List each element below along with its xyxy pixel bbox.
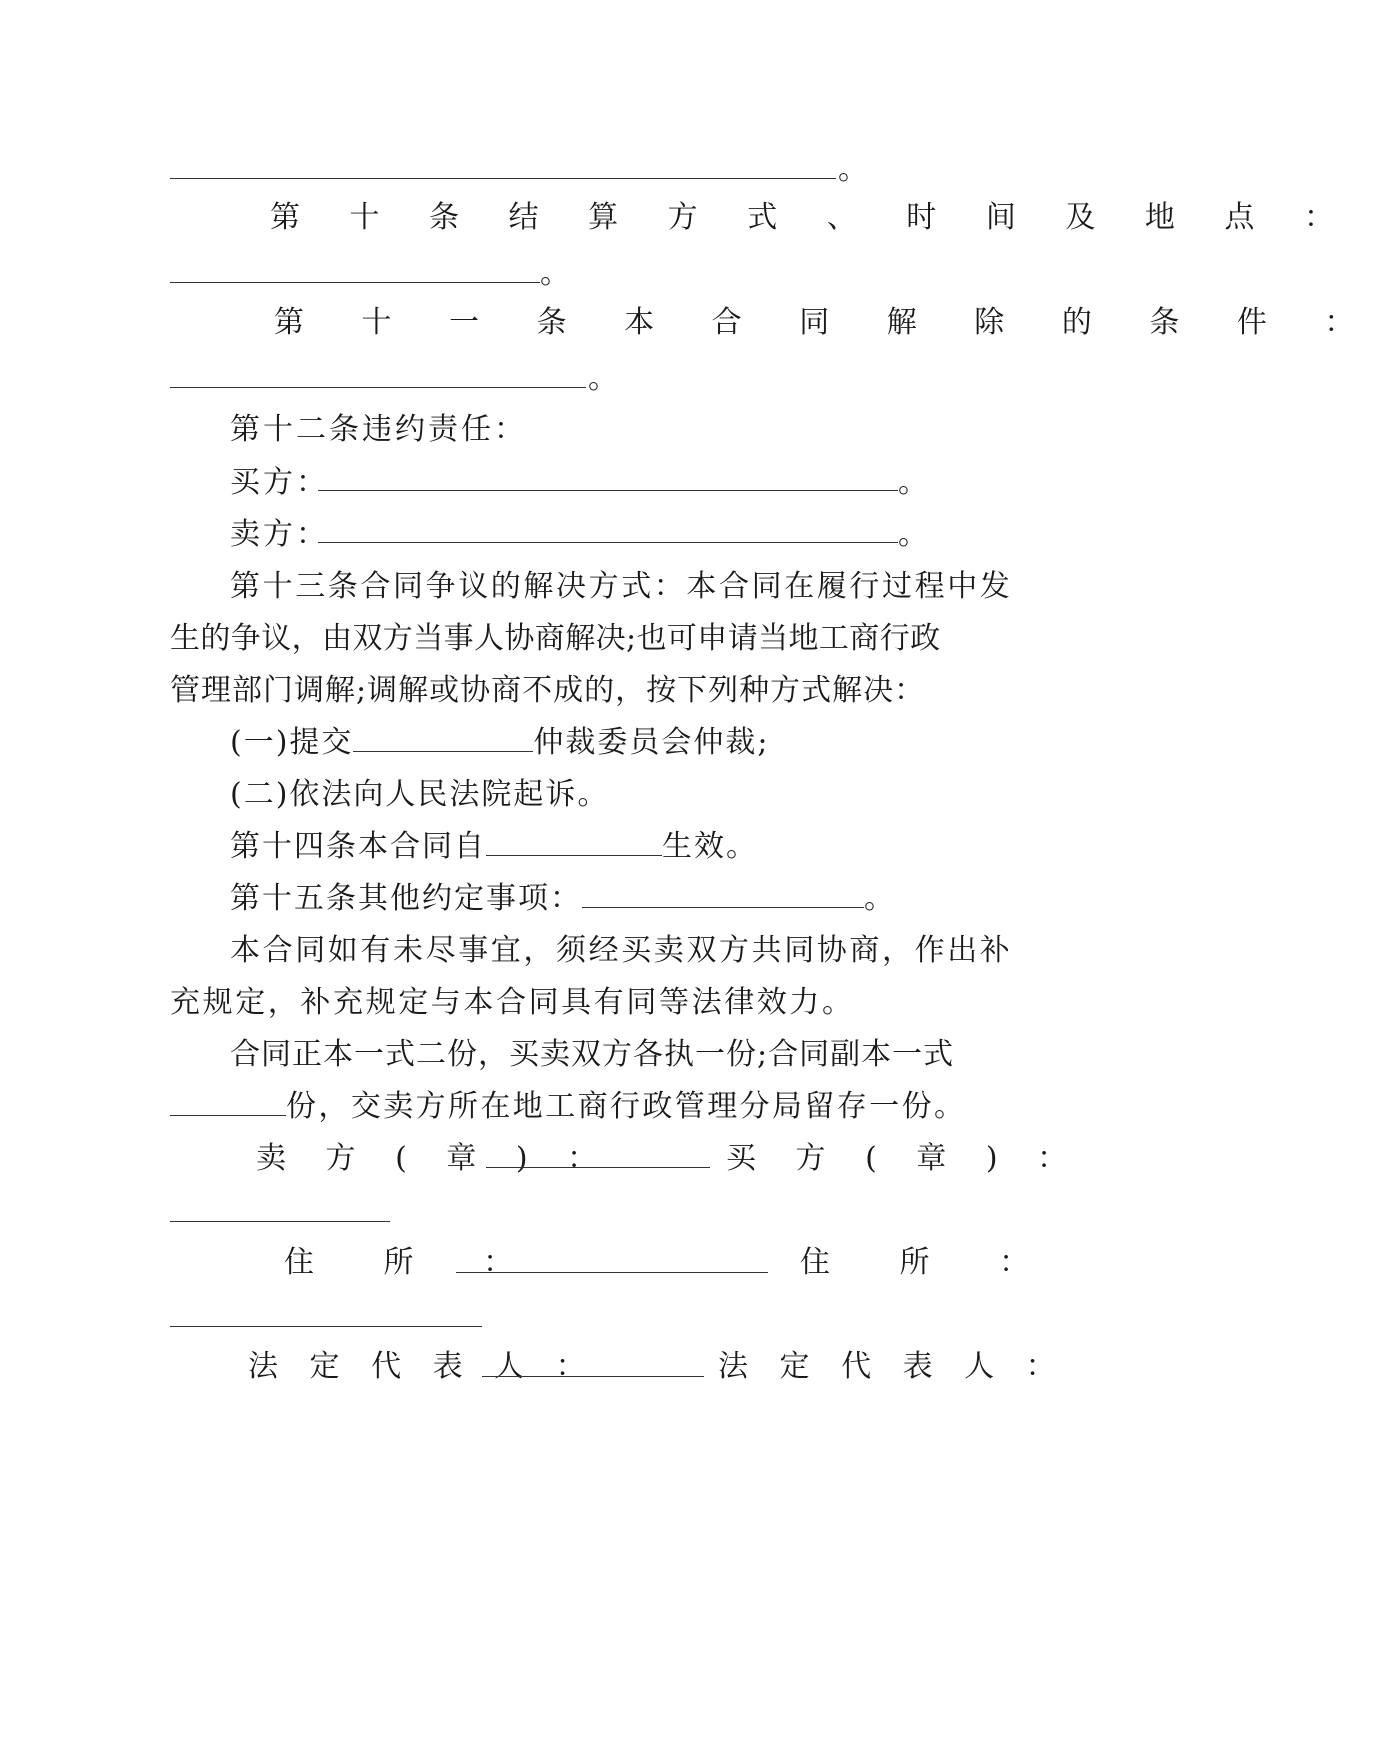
article-14-prefix: 第十四条本合同自 <box>230 829 486 864</box>
article-14-blank <box>486 827 662 856</box>
seller-address-blank <box>456 1272 768 1273</box>
line-end-mark: 。 <box>838 152 868 187</box>
seller-label: 卖方： <box>230 517 329 552</box>
buyer-seal-label: 买 方 ( 章 ) ： <box>726 1141 1083 1176</box>
article-15-end: 。 <box>864 881 896 916</box>
article-15-label: 第十五条其他约定事项： <box>230 881 582 916</box>
seller-blank <box>318 542 898 543</box>
option-2: (二)依法向人民法院起诉。 <box>230 777 610 812</box>
paragraph-2-line-2 <box>170 1087 966 1127</box>
seller-seal-blank <box>486 1167 710 1168</box>
seller-seal-label: 卖 方 ( 章 ) ： <box>256 1141 613 1176</box>
blank-line <box>170 178 836 179</box>
paragraph-2-line-2-text: 份，交卖方所在地工商行政管理分局留存一份。 <box>286 1089 967 1124</box>
article-15-blank <box>582 879 864 908</box>
copies-blank <box>170 1087 286 1116</box>
article-12-title: 第十二条违约责任： <box>230 412 527 447</box>
article-10-title: 第 十 条 结 算 方 式 、 时 间 及 地 点 ： <box>270 200 1354 235</box>
article-14 <box>230 827 758 867</box>
option-1-prefix: (一)提交 <box>230 725 354 760</box>
buyer-address-label: 住 所 ： <box>800 1245 1060 1280</box>
article-13-line-3: 管理部门调解;调解或协商不成的，按下列种方式解决： <box>170 673 926 708</box>
seller-rep-label: 法 定 代 表 人 ： <box>248 1349 597 1384</box>
buyer-address-blank <box>170 1326 482 1327</box>
article-14-suffix: 生效。 <box>662 829 758 864</box>
article-11-title: 第 十 一 条 本 合 同 解 除 的 条 件 ： <box>274 305 1378 340</box>
option-1-suffix: 仲裁委员会仲裁; <box>533 725 770 760</box>
option-1-blank <box>353 723 533 752</box>
seller-rep-blank <box>482 1376 704 1377</box>
article-10-blank <box>170 282 540 283</box>
article-13-line-1: 第十三条合同争议的解决方式：本合同在履行过程中发 <box>230 569 1013 604</box>
seller-address-label: 住 所 ： <box>284 1245 544 1280</box>
seller-end: 。 <box>898 517 928 552</box>
option-1 <box>230 723 770 763</box>
paragraph-1-line-2: 充规定，补充规定与本合同具有同等法律效力。 <box>170 985 855 1020</box>
buyer-rep-label: 法 定 代 表 人 ： <box>718 1349 1067 1384</box>
article-10-end: 。 <box>540 256 570 291</box>
buyer-label: 买方： <box>230 465 329 500</box>
article-13-line-2: 生的争议，由双方当事人协商解决;也可申请当地工商行政 <box>170 621 941 656</box>
paragraph-1-line-1: 本合同如有未尽事宜，须经买卖双方共同协商，作出补 <box>230 933 1013 968</box>
buyer-seal-blank <box>170 1221 390 1222</box>
article-11-blank <box>170 387 586 388</box>
article-11-end: 。 <box>588 361 618 396</box>
article-15 <box>230 879 896 919</box>
paragraph-2-line-1: 合同正本一式二份，买卖双方各执一份;合同副本一式 <box>230 1037 955 1072</box>
buyer-blank <box>318 490 898 491</box>
buyer-end: 。 <box>898 465 928 500</box>
